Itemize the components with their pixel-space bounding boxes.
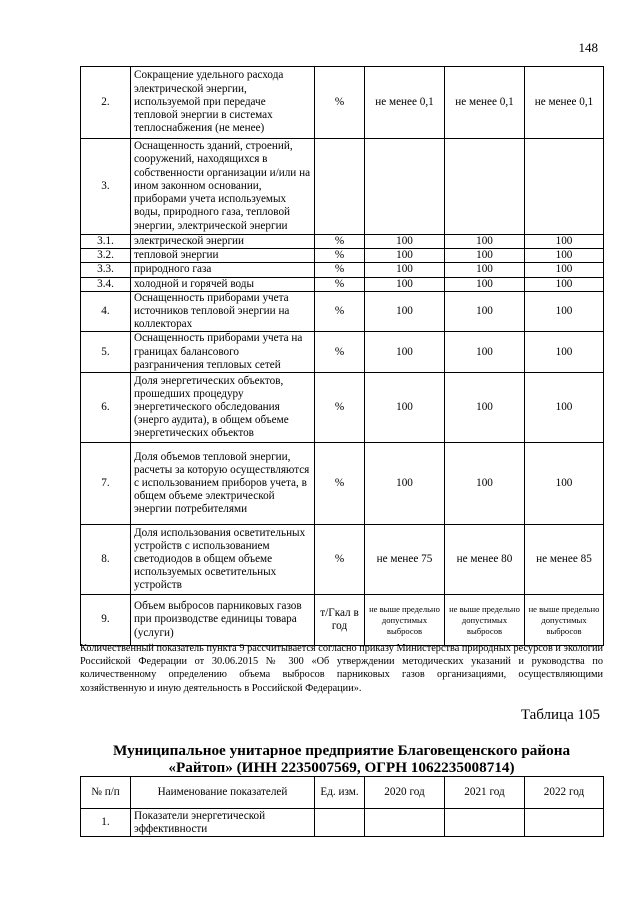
indicators-table bbox=[80, 66, 604, 646]
organization-heading bbox=[80, 742, 603, 776]
row-name: Доля энергетических объектов, прошедших процедуру энергетического обследования (энерго аудита), в общем объеме энергетических объектов bbox=[131, 373, 315, 443]
row-name: холодной и горячей воды bbox=[131, 277, 315, 291]
table-row bbox=[81, 443, 604, 525]
row-num: 8. bbox=[81, 525, 131, 595]
row-value-2020: 100 bbox=[365, 263, 445, 277]
row-2021 bbox=[445, 809, 525, 837]
row-value-2021: 100 bbox=[445, 373, 525, 443]
row-unit: % bbox=[315, 277, 365, 291]
table-row bbox=[81, 595, 604, 646]
row-value-2020: не выше предельно допустимых выбросов bbox=[365, 595, 445, 646]
row-name: Оснащенность зданий, строений, сооружений, находящихся в собственности организации и/или на ином законном основании, приборами учета используемых воды, природного газа, тепловой энергии, электрической энергии bbox=[131, 139, 315, 235]
row-value-2022: не выше предельно допустимых выбросов bbox=[525, 595, 604, 646]
header-unit: Ед. изм. bbox=[315, 777, 365, 809]
row-value-2022: 100 bbox=[525, 263, 604, 277]
row-num: 3.4. bbox=[81, 277, 131, 291]
row-name: Оснащенность приборами учета источников тепловой энергии на коллекторах bbox=[131, 291, 315, 332]
row-value-2021: 100 bbox=[445, 235, 525, 249]
row-value-2021: 100 bbox=[445, 332, 525, 373]
row-name: Оснащенность приборами учета на границах балансового разграничения тепловых сетей bbox=[131, 332, 315, 373]
table-row bbox=[81, 277, 604, 291]
row-value-2020 bbox=[365, 139, 445, 235]
table-row bbox=[81, 809, 604, 837]
row-value-2022 bbox=[525, 139, 604, 235]
row-2022 bbox=[525, 809, 604, 837]
row-unit: % bbox=[315, 235, 365, 249]
row-num: 4. bbox=[81, 291, 131, 332]
header-2020: 2020 год bbox=[365, 777, 445, 809]
row-num: 7. bbox=[81, 443, 131, 525]
row-num: 6. bbox=[81, 373, 131, 443]
row-value-2020: 100 bbox=[365, 332, 445, 373]
header-num: № п/п bbox=[81, 777, 131, 809]
header-2021: 2021 год bbox=[445, 777, 525, 809]
row-value-2021: не менее 0,1 bbox=[445, 67, 525, 139]
row-value-2020: 100 bbox=[365, 277, 445, 291]
indicators-table-105 bbox=[80, 776, 604, 837]
table-caption: Таблица 105 bbox=[520, 707, 600, 723]
row-value-2022: 100 bbox=[525, 373, 604, 443]
row-value-2021 bbox=[445, 139, 525, 235]
table-row bbox=[81, 373, 604, 443]
row-value-2020: не менее 75 bbox=[365, 525, 445, 595]
row-value-2022: 100 bbox=[525, 235, 604, 249]
table-row bbox=[81, 235, 604, 249]
row-value-2020: не менее 0,1 bbox=[365, 67, 445, 139]
row-value-2020: 100 bbox=[365, 373, 445, 443]
row-unit: % bbox=[315, 332, 365, 373]
row-value-2021: 100 bbox=[445, 277, 525, 291]
table-row bbox=[81, 67, 604, 139]
table-row bbox=[81, 139, 604, 235]
row-unit bbox=[315, 139, 365, 235]
row-num: 3.1. bbox=[81, 235, 131, 249]
row-name: электрической энергии bbox=[131, 235, 315, 249]
page-number: 148 bbox=[578, 40, 598, 55]
row-num: 3.2. bbox=[81, 249, 131, 263]
row-name: природного газа bbox=[131, 263, 315, 277]
row-value-2020: 100 bbox=[365, 235, 445, 249]
footnote: Количественный показатель пункта 9 рассчитывается согласно приказу Министерства природных ресурсов и экологии Российской Федерации от 30.06.2015 № 300 «Об утверждении методических указаний и руководства по количественному определению объема выбросов парниковых газов организациями, осуществляющими хозяйственную и иную деятельность в Российской Федерации». bbox=[80, 643, 603, 694]
row-value-2022: не менее 0,1 bbox=[525, 67, 604, 139]
row-num: 3.3. bbox=[81, 263, 131, 277]
row-value-2021: 100 bbox=[445, 249, 525, 263]
row-num: 2. bbox=[81, 67, 131, 139]
table-row bbox=[81, 332, 604, 373]
row-2020 bbox=[365, 809, 445, 837]
row-name: Доля использования осветительных устройств с использованием светодиодов в общем объеме используемых осветительных устройств bbox=[131, 525, 315, 595]
row-num: 9. bbox=[81, 595, 131, 646]
heading-line-1: Муниципальное унитарное предприятие Благовещенского района bbox=[112, 742, 571, 759]
row-unit: % bbox=[315, 291, 365, 332]
table-row bbox=[81, 249, 604, 263]
row-value-2022: 100 bbox=[525, 332, 604, 373]
table-row bbox=[81, 291, 604, 332]
table-row bbox=[81, 525, 604, 595]
table-row bbox=[81, 263, 604, 277]
row-value-2021: 100 bbox=[445, 291, 525, 332]
header-2022: 2022 год bbox=[525, 777, 604, 809]
row-value-2020: 100 bbox=[365, 443, 445, 525]
row-num: 5. bbox=[81, 332, 131, 373]
row-name: Доля объемов тепловой энергии, расчеты за которую осуществляются с использованием приборов учета, в общем объеме электрической энергии потребителями bbox=[131, 443, 315, 525]
row-unit: % bbox=[315, 249, 365, 263]
row-unit: % bbox=[315, 373, 365, 443]
row-value-2021: не менее 80 bbox=[445, 525, 525, 595]
row-value-2022: 100 bbox=[525, 443, 604, 525]
row-value-2021: 100 bbox=[445, 443, 525, 525]
row-value-2022: 100 bbox=[525, 277, 604, 291]
row-num: 1. bbox=[81, 809, 131, 837]
row-value-2022: 100 bbox=[525, 249, 604, 263]
row-value-2021: 100 bbox=[445, 263, 525, 277]
row-value-2021: не выше предельно допустимых выбросов bbox=[445, 595, 525, 646]
row-value-2020: 100 bbox=[365, 291, 445, 332]
row-name: Показатели энергетической эффективности bbox=[131, 809, 315, 837]
row-unit: т/Гкал в год bbox=[315, 595, 365, 646]
row-name: тепловой энергии bbox=[131, 249, 315, 263]
row-unit: % bbox=[315, 67, 365, 139]
table-header-row bbox=[81, 777, 604, 809]
row-name: Объем выбросов парниковых газов при производстве единицы товара (услуги) bbox=[131, 595, 315, 646]
row-unit: % bbox=[315, 443, 365, 525]
row-value-2022: не менее 85 bbox=[525, 525, 604, 595]
heading-line-2: «Райтоп» (ИНН 2235007569, ОГРН 1062235008714) bbox=[168, 759, 515, 776]
row-num: 3. bbox=[81, 139, 131, 235]
header-name: Наименование показателей bbox=[131, 777, 315, 809]
row-unit bbox=[315, 809, 365, 837]
row-unit: % bbox=[315, 263, 365, 277]
row-value-2022: 100 bbox=[525, 291, 604, 332]
row-name: Сокращение удельного расхода электрической энергии, используемой при передаче тепловой энергии в системах теплоснабжения (не менее) bbox=[131, 67, 315, 139]
row-value-2020: 100 bbox=[365, 249, 445, 263]
row-unit: % bbox=[315, 525, 365, 595]
